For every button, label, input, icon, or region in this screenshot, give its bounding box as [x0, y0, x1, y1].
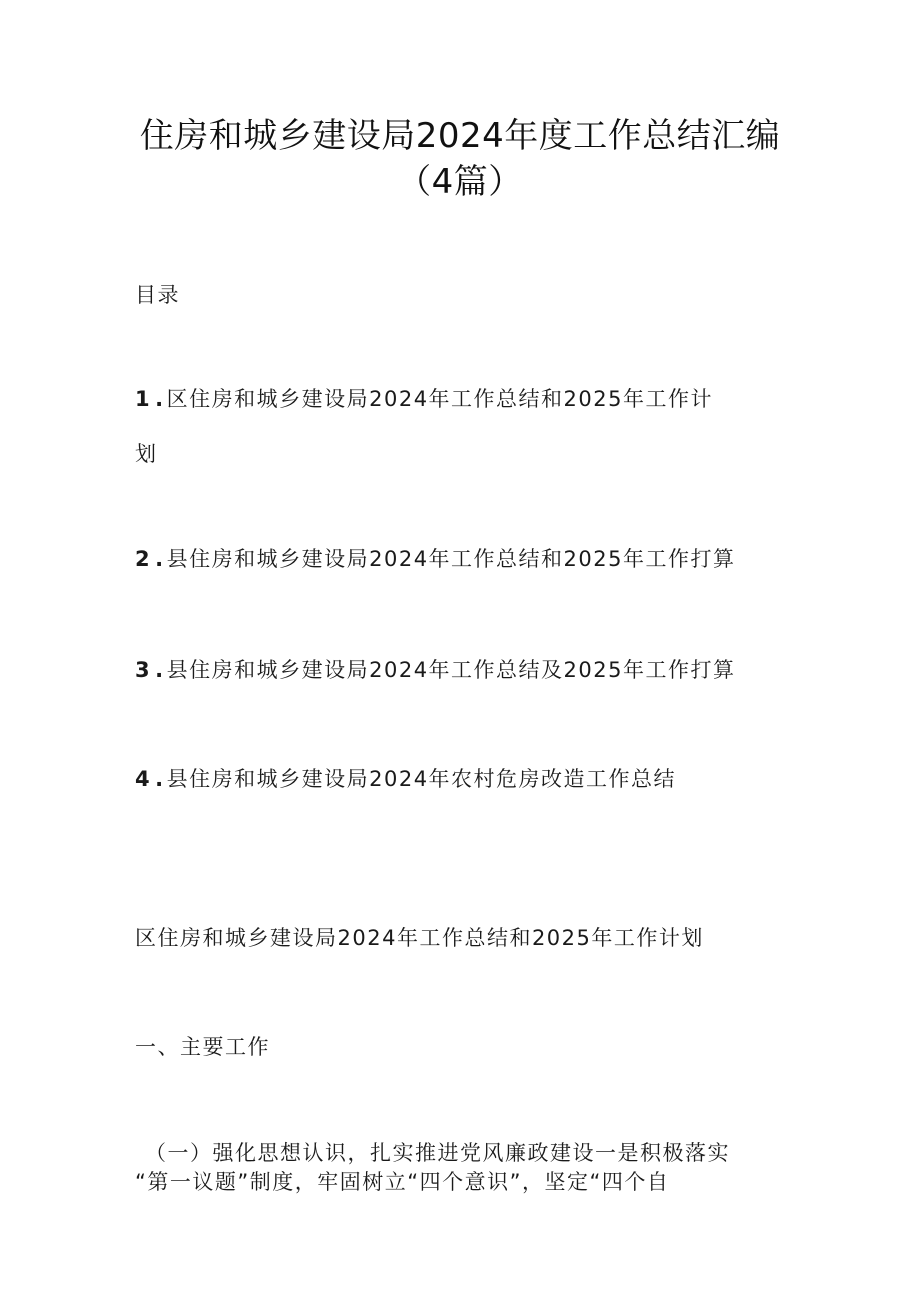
document-subtitle: （4篇） — [397, 162, 523, 202]
toc-item-1-continuation: 划 — [135, 442, 158, 466]
toc-item-text: 区住房和城乡建设局2024年工作总结和2025年工作计 — [166, 387, 713, 411]
toc-item-dot: . — [155, 767, 165, 791]
toc-item-dot: . — [155, 658, 165, 682]
section-title: 区住房和城乡建设局2024年工作总结和2025年工作计划 — [135, 926, 704, 950]
toc-item-number: 1 — [135, 387, 152, 411]
toc-item-text: 县住房和城乡建设局2024年工作总结和2025年工作打算 — [166, 547, 736, 571]
paragraph-line: （一）强化思想认识，扎实推进党风廉政建设一是积极落实 — [145, 1141, 730, 1165]
toc-heading: 目录 — [135, 283, 180, 307]
toc-item-dot: . — [155, 547, 165, 571]
document-title: 住房和城乡建设局2024年度工作总结汇编 — [139, 116, 781, 156]
toc-item-number: 2 — [135, 547, 152, 571]
toc-item-4 — [135, 765, 676, 793]
toc-item-text: 县住房和城乡建设局2024年农村危房改造工作总结 — [166, 767, 677, 791]
toc-item-3 — [135, 656, 736, 684]
toc-item-1 — [135, 385, 713, 413]
subsection-heading: 一、主要工作 — [135, 1035, 270, 1059]
toc-item-2 — [135, 545, 736, 573]
toc-item-text: 县住房和城乡建设局2024年工作总结及2025年工作打算 — [166, 658, 736, 682]
toc-item-number: 4 — [135, 767, 152, 791]
paragraph-line: “第一议题”制度，牢固树立“四个意识”，坚定“四个自 — [135, 1170, 670, 1194]
toc-item-dot: . — [155, 387, 165, 411]
toc-item-number: 3 — [135, 658, 152, 682]
